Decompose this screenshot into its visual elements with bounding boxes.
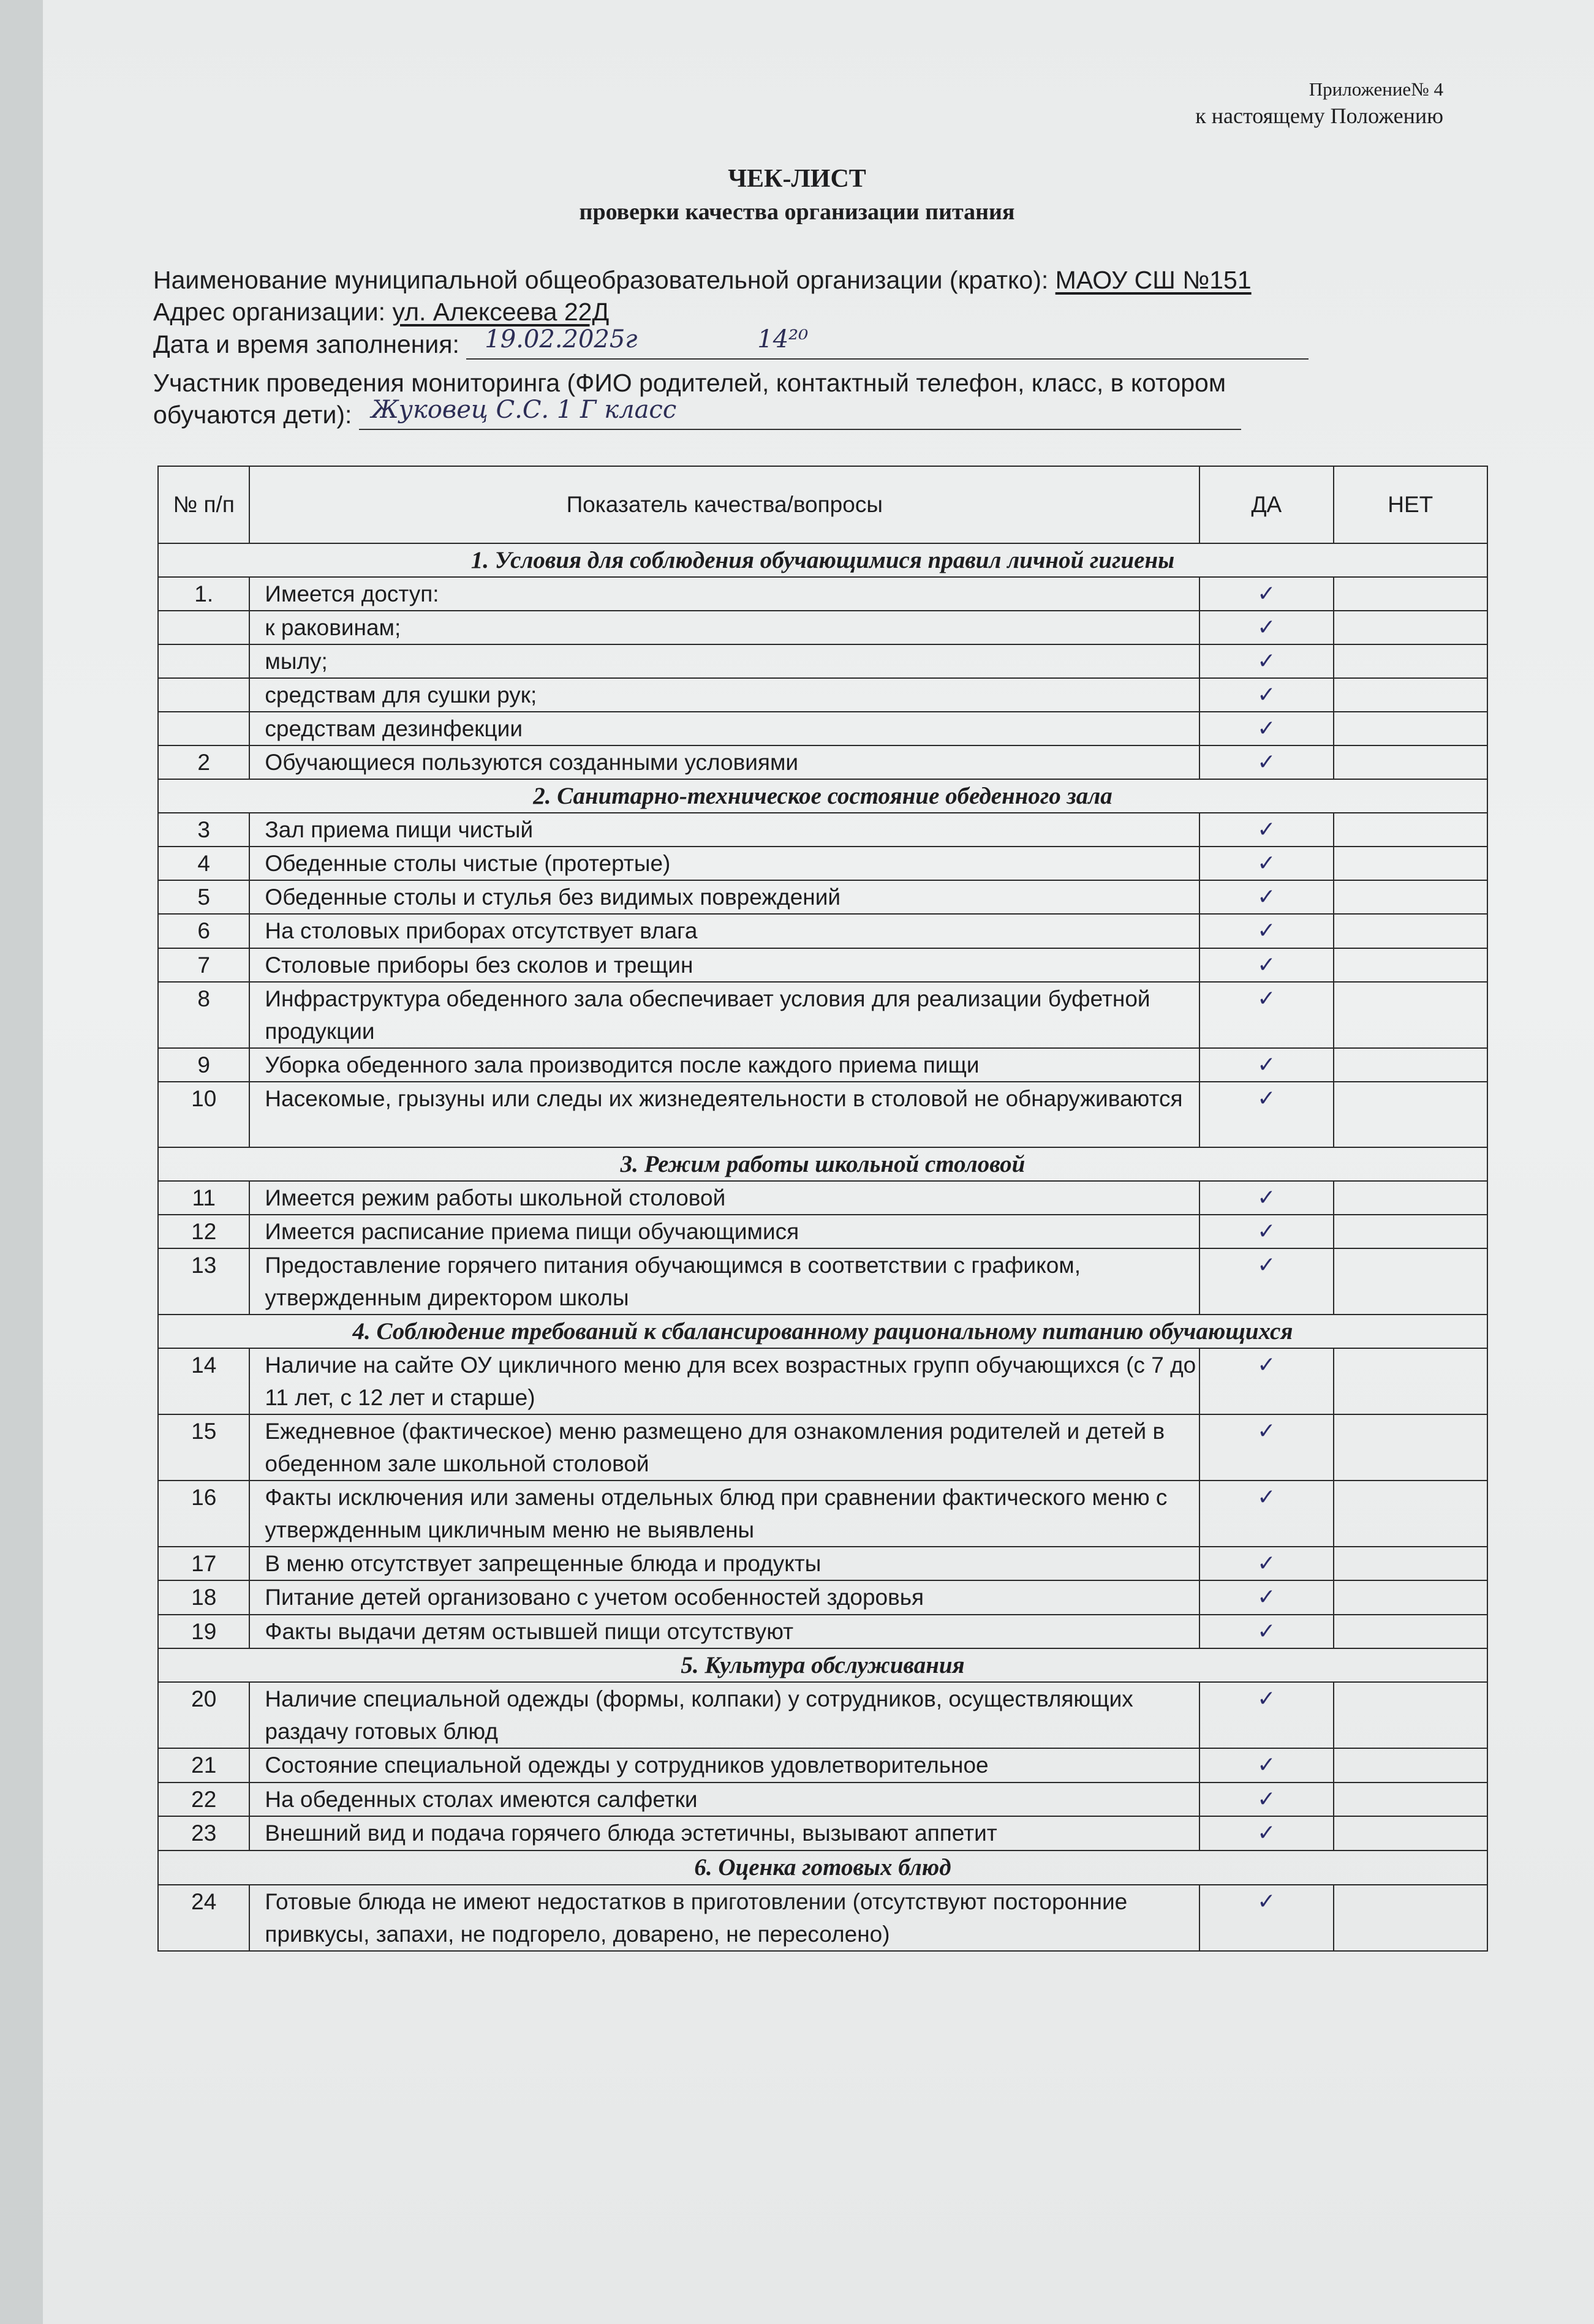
- check-mark-icon: ✓: [1257, 1485, 1276, 1510]
- no-cell[interactable]: [1334, 982, 1487, 1048]
- row-number: 2: [158, 745, 249, 779]
- row-number: 11: [158, 1181, 249, 1215]
- table-row: [158, 948, 1487, 982]
- table-row: [158, 1215, 1487, 1248]
- no-cell[interactable]: [1334, 948, 1487, 982]
- row-number: 16: [158, 1481, 249, 1547]
- yes-cell[interactable]: [1199, 1580, 1334, 1615]
- no-cell[interactable]: [1334, 712, 1487, 745]
- yes-cell[interactable]: [1199, 813, 1334, 847]
- table-row: [158, 1580, 1487, 1615]
- table-row: [158, 644, 1487, 678]
- address-value: ул. Алексеева 22Д: [392, 298, 610, 326]
- table-row: [158, 1414, 1487, 1481]
- table-row: [158, 1682, 1487, 1748]
- yes-cell[interactable]: [1199, 880, 1334, 914]
- table-row: [158, 611, 1487, 644]
- table-row: [158, 982, 1487, 1048]
- check-mark-icon: ✓: [1257, 953, 1276, 978]
- yes-cell[interactable]: [1199, 1885, 1334, 1951]
- row-number: 18: [158, 1580, 249, 1615]
- row-number: 17: [158, 1547, 249, 1580]
- check-mark-icon: ✓: [1257, 1619, 1276, 1644]
- row-number: 22: [158, 1783, 249, 1816]
- row-question: Инфраструктура обеденного зала обеспечивает условия для реализации буфетной продукции: [249, 982, 1199, 1048]
- row-question: Ежедневное (фактическое) меню размещено для ознакомления родителей и детей в обеденном зале школьной столовой: [249, 1414, 1199, 1481]
- yes-cell[interactable]: [1199, 1682, 1334, 1748]
- yes-cell[interactable]: [1199, 611, 1334, 644]
- check-mark-icon: ✓: [1257, 1052, 1276, 1077]
- checklist-table: [157, 466, 1488, 1952]
- table-header-row: [158, 466, 1487, 543]
- row-number: 12: [158, 1215, 249, 1248]
- table-row: [158, 1615, 1487, 1648]
- row-number: 1.: [158, 577, 249, 611]
- row-question: Питание детей организовано с учетом особенностей здоровья: [249, 1580, 1199, 1615]
- check-mark-icon: ✓: [1257, 986, 1276, 1011]
- yes-cell[interactable]: [1199, 1215, 1334, 1248]
- no-cell[interactable]: [1334, 1783, 1487, 1816]
- table-row: [158, 1481, 1487, 1547]
- row-question: В меню отсутствует запрещенные блюда и продукты: [249, 1547, 1199, 1580]
- row-number: 13: [158, 1248, 249, 1315]
- row-question: средствам дезинфекции: [249, 712, 1199, 745]
- row-question: Обеденные столы чистые (протертые): [249, 847, 1199, 880]
- row-number: 19: [158, 1615, 249, 1648]
- row-number: 4: [158, 847, 249, 880]
- table-row: [158, 1348, 1487, 1414]
- row-question: Имеется расписание приема пищи обучающимися: [249, 1215, 1199, 1248]
- row-question: Предоставление горячего питания обучающимся в соответствии с графиком, утвержденным директором школы: [249, 1248, 1199, 1315]
- no-cell[interactable]: [1334, 1348, 1487, 1414]
- row-number: 5: [158, 880, 249, 914]
- row-number: 6: [158, 914, 249, 948]
- check-mark-icon: ✓: [1257, 918, 1276, 943]
- no-cell[interactable]: [1334, 745, 1487, 779]
- row-number: 10: [158, 1082, 249, 1147]
- no-cell[interactable]: [1334, 611, 1487, 644]
- table-row: [158, 1885, 1487, 1951]
- row-number: 7: [158, 948, 249, 982]
- header-no: НЕТ: [1334, 466, 1487, 543]
- row-number: 8: [158, 982, 249, 1048]
- row-question: Наличие на сайте ОУ цикличного меню для всех возрастных групп обучающихся (с 7 до 11 лет, с 12 лет и старше): [249, 1348, 1199, 1414]
- document-title: ЧЕК-ЛИСТ: [728, 165, 866, 193]
- no-cell[interactable]: [1334, 1816, 1487, 1851]
- row-number: 21: [158, 1748, 249, 1783]
- check-mark-icon: ✓: [1257, 682, 1276, 707]
- section-title: 6. Оценка готовых блюд: [158, 1851, 1487, 1885]
- row-question: Насекомые, грызуны или следы их жизнедеятельности в столовой не обнаруживаются: [249, 1082, 1199, 1147]
- row-question: мылу;: [249, 644, 1199, 678]
- check-mark-icon: ✓: [1257, 1889, 1276, 1914]
- table-row: [158, 745, 1487, 779]
- row-number: [158, 712, 249, 745]
- yes-cell[interactable]: [1199, 1783, 1334, 1816]
- participant-line: [153, 396, 1378, 430]
- no-cell[interactable]: [1334, 813, 1487, 847]
- yes-cell[interactable]: [1199, 1082, 1334, 1147]
- check-mark-icon: ✓: [1257, 885, 1276, 910]
- address-line: [153, 296, 1378, 327]
- time-handwritten: 14²⁰: [757, 325, 809, 353]
- date-label: Дата и время заполнения:: [153, 330, 459, 358]
- section-row: [158, 1147, 1487, 1181]
- row-question: средствам для сушки рук;: [249, 678, 1199, 712]
- row-question: Готовые блюда не имеют недостатков в приготовлении (отсутствуют посторонние привкусы, запахи, не подгорело, доварено, не пересолено): [249, 1885, 1199, 1951]
- yes-cell[interactable]: [1199, 577, 1334, 611]
- table-row: [158, 1048, 1487, 1082]
- table-row: [158, 1248, 1487, 1315]
- yes-cell[interactable]: [1199, 1748, 1334, 1783]
- date-handwritten: 19.02.2025г: [485, 325, 638, 353]
- no-cell[interactable]: [1334, 1082, 1487, 1147]
- row-number: [158, 644, 249, 678]
- check-mark-icon: ✓: [1257, 1185, 1276, 1210]
- section-row: [158, 779, 1487, 813]
- row-question: Обучающиеся пользуются созданными условиями: [249, 745, 1199, 779]
- check-mark-icon: ✓: [1257, 1686, 1276, 1711]
- row-number: 15: [158, 1414, 249, 1481]
- row-number: 9: [158, 1048, 249, 1082]
- no-cell[interactable]: [1334, 1615, 1487, 1648]
- row-question: Наличие специальной одежды (формы, колпаки) у сотрудников, осуществляющих раздачу готовых блюд: [249, 1682, 1199, 1748]
- section-row: [158, 1851, 1487, 1885]
- check-mark-icon: ✓: [1257, 649, 1276, 674]
- no-cell[interactable]: [1334, 1248, 1487, 1315]
- table-row: [158, 678, 1487, 712]
- row-number: 20: [158, 1682, 249, 1748]
- check-mark-icon: ✓: [1257, 750, 1276, 775]
- check-mark-icon: ✓: [1257, 1787, 1276, 1812]
- yes-cell[interactable]: [1199, 914, 1334, 948]
- row-question: На столовых приборах отсутствует влага: [249, 914, 1199, 948]
- no-cell[interactable]: [1334, 1048, 1487, 1082]
- check-mark-icon: ✓: [1257, 615, 1276, 640]
- no-cell[interactable]: [1334, 847, 1487, 880]
- no-cell[interactable]: [1334, 678, 1487, 712]
- yes-cell[interactable]: [1199, 1816, 1334, 1851]
- check-mark-icon: ✓: [1257, 1086, 1276, 1111]
- yes-cell[interactable]: [1199, 1481, 1334, 1547]
- date-field: [466, 325, 1309, 360]
- check-mark-icon: ✓: [1257, 716, 1276, 741]
- no-cell[interactable]: [1334, 644, 1487, 678]
- row-question: Уборка обеденного зала производится после каждого приема пищи: [249, 1048, 1199, 1082]
- yes-cell[interactable]: [1199, 644, 1334, 678]
- row-number: 24: [158, 1885, 249, 1951]
- participant-label: обучаются дети):: [153, 401, 352, 429]
- no-cell[interactable]: [1334, 577, 1487, 611]
- org-label: Наименование муниципальной общеобразовательной организации (кратко):: [153, 266, 1049, 294]
- participant-field: [359, 396, 1241, 430]
- check-mark-icon: ✓: [1257, 1752, 1276, 1778]
- yes-cell[interactable]: [1199, 1547, 1334, 1580]
- org-value: МАОУ СШ №151: [1055, 266, 1252, 294]
- no-cell[interactable]: [1334, 880, 1487, 914]
- no-cell[interactable]: [1334, 1885, 1487, 1951]
- no-cell[interactable]: [1334, 1215, 1487, 1248]
- no-cell[interactable]: [1334, 914, 1487, 948]
- row-number: 23: [158, 1816, 249, 1851]
- document-subtitle: проверки качества организации питания: [579, 199, 1015, 225]
- appendix-reference: к настоящему Положению: [1195, 104, 1443, 128]
- yes-cell[interactable]: [1199, 982, 1334, 1048]
- section-row: [158, 543, 1487, 577]
- yes-cell[interactable]: [1199, 1248, 1334, 1315]
- yes-cell[interactable]: [1199, 948, 1334, 982]
- table-row: [158, 813, 1487, 847]
- table-row: [158, 1547, 1487, 1580]
- header-yes: ДА: [1199, 466, 1334, 543]
- appendix-number: Приложение№ 4: [1309, 78, 1443, 100]
- no-cell[interactable]: [1334, 1414, 1487, 1481]
- row-question: На обеденных столах имеются салфетки: [249, 1783, 1199, 1816]
- row-question: Факты выдачи детям остывшей пищи отсутствуют: [249, 1615, 1199, 1648]
- check-mark-icon: ✓: [1257, 1585, 1276, 1610]
- table-row: [158, 712, 1487, 745]
- check-mark-icon: ✓: [1257, 1219, 1276, 1244]
- row-question: Имеется режим работы школьной столовой: [249, 1181, 1199, 1215]
- no-cell[interactable]: [1334, 1181, 1487, 1215]
- org-line: [153, 265, 1378, 295]
- row-question: Зал приема пищи чистый: [249, 813, 1199, 847]
- check-mark-icon: ✓: [1257, 1820, 1276, 1846]
- check-mark-icon: ✓: [1257, 851, 1276, 876]
- table-row: [158, 1082, 1487, 1147]
- yes-cell[interactable]: [1199, 1414, 1334, 1481]
- no-cell[interactable]: [1334, 1682, 1487, 1748]
- row-question: Факты исключения или замены отдельных блюд при сравнении фактического меню с утвержденным цикличным меню не выявлены: [249, 1481, 1199, 1547]
- row-question: Столовые приборы без сколов и трещин: [249, 948, 1199, 982]
- yes-cell[interactable]: [1199, 712, 1334, 745]
- section-row: [158, 1648, 1487, 1682]
- check-mark-icon: ✓: [1257, 1551, 1276, 1576]
- yes-cell[interactable]: [1199, 745, 1334, 779]
- check-mark-icon: ✓: [1257, 1253, 1276, 1278]
- row-number: 14: [158, 1348, 249, 1414]
- yes-cell[interactable]: [1199, 847, 1334, 880]
- appendix-note: [1195, 77, 1443, 130]
- yes-cell[interactable]: [1199, 1181, 1334, 1215]
- table-row: [158, 1748, 1487, 1783]
- no-cell[interactable]: [1334, 1580, 1487, 1615]
- yes-cell[interactable]: [1199, 1048, 1334, 1082]
- row-question: Обеденные столы и стулья без видимых повреждений: [249, 880, 1199, 914]
- yes-cell[interactable]: [1199, 1348, 1334, 1414]
- table-row: [158, 847, 1487, 880]
- yes-cell[interactable]: [1199, 1615, 1334, 1648]
- table-row: [158, 1816, 1487, 1851]
- header-num: № п/п: [158, 466, 249, 543]
- participant-label-line: Участник проведения мониторинга (ФИО родителей, контактный телефон, класс, в котором: [153, 369, 1226, 397]
- participant-handwritten: Жуковец С.С. 1 Г класс: [371, 396, 677, 424]
- header-question: Показатель качества/вопросы: [249, 466, 1199, 543]
- address-label: Адрес организации:: [153, 298, 386, 326]
- row-number: [158, 678, 249, 712]
- section-title: 1. Условия для соблюдения обучающимися правил личной гигиены: [158, 543, 1487, 577]
- no-cell[interactable]: [1334, 1547, 1487, 1580]
- table-row: [158, 880, 1487, 914]
- no-cell[interactable]: [1334, 1748, 1487, 1783]
- date-line: [153, 325, 1378, 360]
- section-title: 3. Режим работы школьной столовой: [158, 1147, 1487, 1181]
- section-title: 5. Культура обслуживания: [158, 1648, 1487, 1682]
- row-question: Внешний вид и подача горячего блюда эстетичны, вызывают аппетит: [249, 1816, 1199, 1851]
- table-row: [158, 1181, 1487, 1215]
- yes-cell[interactable]: [1199, 678, 1334, 712]
- row-question: Состояние специальной одежды у сотрудников удовлетворительное: [249, 1748, 1199, 1783]
- table-row: [158, 577, 1487, 611]
- row-number: [158, 611, 249, 644]
- row-question: к раковинам;: [249, 611, 1199, 644]
- table-row: [158, 1783, 1487, 1816]
- check-mark-icon: ✓: [1257, 581, 1276, 606]
- check-mark-icon: ✓: [1257, 1353, 1276, 1378]
- no-cell[interactable]: [1334, 1481, 1487, 1547]
- check-mark-icon: ✓: [1257, 1419, 1276, 1444]
- table-row: [158, 914, 1487, 948]
- section-row: [158, 1315, 1487, 1348]
- check-mark-icon: ✓: [1257, 817, 1276, 842]
- row-question: Имеется доступ:: [249, 577, 1199, 611]
- row-number: 3: [158, 813, 249, 847]
- section-title: 4. Соблюдение требований к сбалансированному рациональному питанию обучающихся: [158, 1315, 1487, 1348]
- section-title: 2. Санитарно-техническое состояние обеденного зала: [158, 779, 1487, 813]
